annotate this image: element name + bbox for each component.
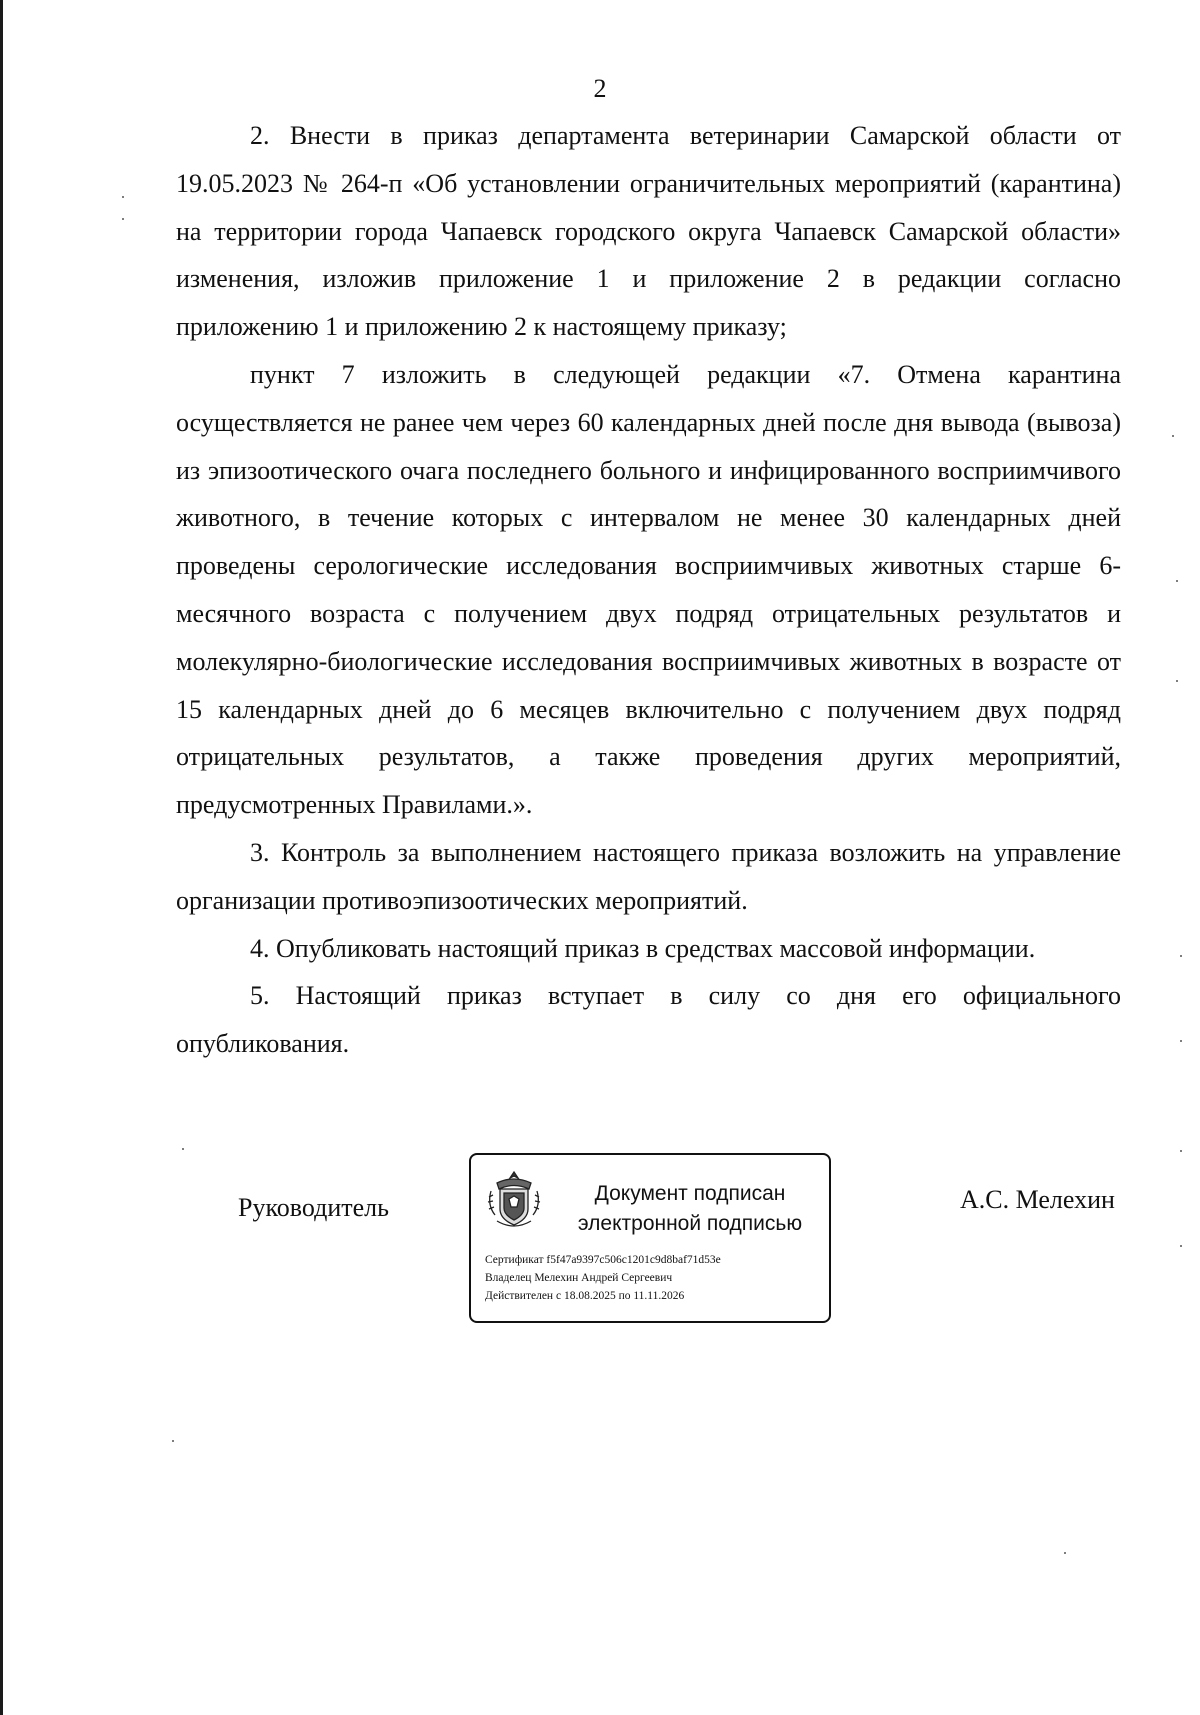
signatory-role: Руководитель <box>238 1193 389 1222</box>
scan-speck <box>1064 1552 1066 1554</box>
scan-speck <box>1176 580 1178 582</box>
electronic-signature-stamp <box>469 1153 831 1323</box>
scan-speck <box>1180 1245 1182 1247</box>
stamp-certificate: Сертификат f5f47a9397c506c1201c9d8baf71d53e <box>485 1254 721 1266</box>
scan-speck <box>182 1148 184 1150</box>
coat-of-arms-icon <box>485 1169 543 1231</box>
scan-speck <box>1180 1040 1182 1042</box>
scan-speck <box>122 218 124 220</box>
stamp-title-line-1: Документ подписан <box>594 1182 786 1205</box>
scan-edge <box>0 0 3 1715</box>
document-body <box>176 112 1121 1068</box>
page-number: 2 <box>593 74 607 103</box>
paragraph-item-5: 5. Настоящий приказ вступает в силу со дня его официального опубликования. <box>176 981 1121 1059</box>
stamp-validity: Действителен с 18.08.2025 по 11.11.2026 <box>485 1290 685 1302</box>
scan-speck <box>1176 680 1178 682</box>
scan-speck <box>122 196 124 198</box>
paragraph-item-2-point-7: пункт 7 изложить в следующей редакции «7. Отмена карантина осуществляется не ранее чем через 60 календарных дней после дня вывода (вывоза) из эпизоотического очага последнего больного и инфицированного восприимчивого животного, в течение которых с интервалом не менее 30 календарных дней проведены серологические исследования восприимчивых животных старше 6-месячного возраста с получением двух подряд отрицательных результатов и молекулярно-биологические исследования восприимчивых животных в возрасте от 15 календарных дней до 6 месяцев включительно с получением двух подряд отрицательных результатов, а также проведения других мероприятий, предусмотренных Правилами.». <box>176 359 1121 820</box>
stamp-owner: Владелец Мелехин Андрей Сергеевич <box>485 1272 673 1284</box>
scan-speck <box>1180 1150 1182 1152</box>
stamp-details <box>485 1251 825 1305</box>
paragraph-item-2: 2. Внести в приказ департамента ветеринарии Самарской области от 19.05.2023 № 264-п «Об установлении ограничительных мероприятий (карантина) на территории города Чапаевск городского округа Чапаевск Самарской области» изменения, изложив приложение 1 и приложение 2 в редакции согласно приложению 1 и приложению 2 к настоящему приказу; <box>176 121 1121 342</box>
stamp-title <box>557 1179 823 1239</box>
signatory-name: А.С. Мелехин <box>960 1185 1115 1214</box>
scan-speck <box>1172 435 1174 437</box>
paragraph-item-3: 3. Контроль за выполнением настоящего приказа возложить на управление организации противоэпизоотических мероприятий. <box>176 837 1121 915</box>
stamp-title-line-2: электронной подписью <box>577 1212 803 1235</box>
paragraph-item-4: 4. Опубликовать настоящий приказ в средствах массовой информации. <box>250 933 1036 963</box>
scan-speck <box>1180 955 1182 957</box>
scan-speck <box>172 1440 174 1442</box>
